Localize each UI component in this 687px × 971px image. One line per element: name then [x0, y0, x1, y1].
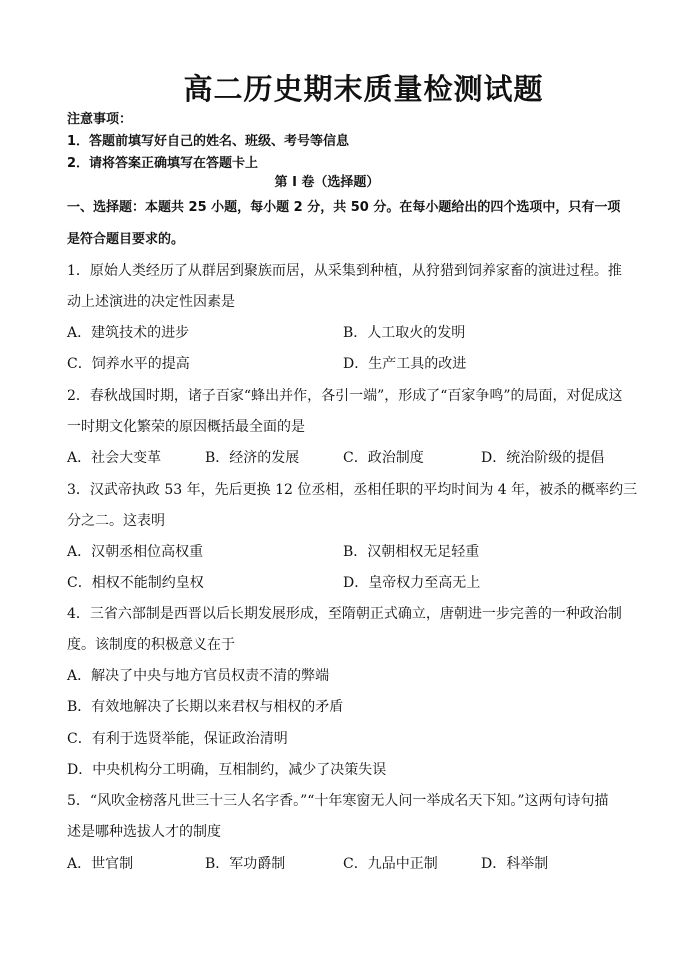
question-stem: 动上述演进的决定性因素是: [67, 294, 235, 310]
option-c: C．九品中正制: [343, 856, 438, 872]
question-stem: 1．原始人类经历了从群居到聚族而居，从采集到种植，从狩猎到饲养家畜的演进过程。推: [67, 263, 622, 279]
question-stem: 3．汉武帝执政 53 年，先后更换 12 位丞相，丞相任职的平均时间为 4 年，被杀的概率约三: [67, 482, 638, 498]
option-d: D．中央机构分工明确，互相制约，减少了决策失误: [67, 762, 387, 778]
option-c: C．相权不能制约皇权: [67, 575, 204, 591]
option-a: A．世官制: [67, 856, 134, 872]
notice-item: 2．请将答案正确填写在答题卡上: [67, 156, 259, 171]
option-d: D．皇帝权力至高无上: [343, 575, 481, 591]
option-a: A．汉朝丞相位高权重: [67, 544, 204, 560]
question-stem: 度。该制度的积极意义在于: [67, 637, 235, 653]
option-d: D．生产工具的改进: [343, 356, 467, 372]
option-a: A．建筑技术的进步: [67, 325, 190, 341]
question-stem: 述是哪种选拔人才的制度: [67, 824, 221, 840]
option-a: A．社会大变革: [67, 450, 162, 466]
question-stem: 一时期文化繁荣的原因概括最全面的是: [67, 419, 305, 435]
notice-item: 1．答题前填写好自己的姓名、班级、考号等信息: [67, 134, 350, 149]
option-b: B．汉朝相权无足轻重: [343, 544, 480, 560]
question-stem: 5．“风吹金榜落凡世三十三人名字香。”“十年寒窗无人问一举成名天下知。”这两句诗句描: [67, 793, 609, 809]
question-stem: 2．春秋战国时期，诸子百家“蜂出并作，各引一端”，形成了“百家争鸣”的局面，对促成这: [67, 388, 623, 404]
option-c: C．有利于选贤举能，保证政治清明: [67, 731, 288, 747]
page-title: 高二历史期末质量检测试题: [183, 72, 544, 106]
option-b: B．经济的发展: [205, 450, 300, 466]
option-d: D．统治阶级的提倡: [481, 450, 605, 466]
question-stem: 分之二。这表明: [67, 513, 165, 529]
option-b: B．有效地解决了长期以来君权与相权的矛盾: [67, 699, 344, 715]
option-a: A．解决了中央与地方官员权责不清的弊端: [67, 668, 330, 684]
instruction-line: 一、选择题：本题共 25 小题，每小题 2 分，共 50 分。在每小题给出的四个选项中，只有一项: [67, 200, 621, 215]
section-title: 第 I 卷（选择题）: [274, 175, 380, 190]
option-d: D．科举制: [481, 856, 549, 872]
option-c: C．饲养水平的提高: [67, 356, 190, 372]
instruction-line: 是符合题目要求的。: [67, 232, 185, 247]
option-c: C．政治制度: [343, 450, 424, 466]
option-b: B．军功爵制: [205, 856, 286, 872]
question-stem: 4．三省六部制是西晋以后长期发展形成，至隋朝正式确立，唐朝进一步完善的一种政治制: [67, 606, 622, 622]
option-b: B．人工取火的发明: [343, 325, 466, 341]
notice-heading: 注意事项：: [67, 112, 133, 127]
